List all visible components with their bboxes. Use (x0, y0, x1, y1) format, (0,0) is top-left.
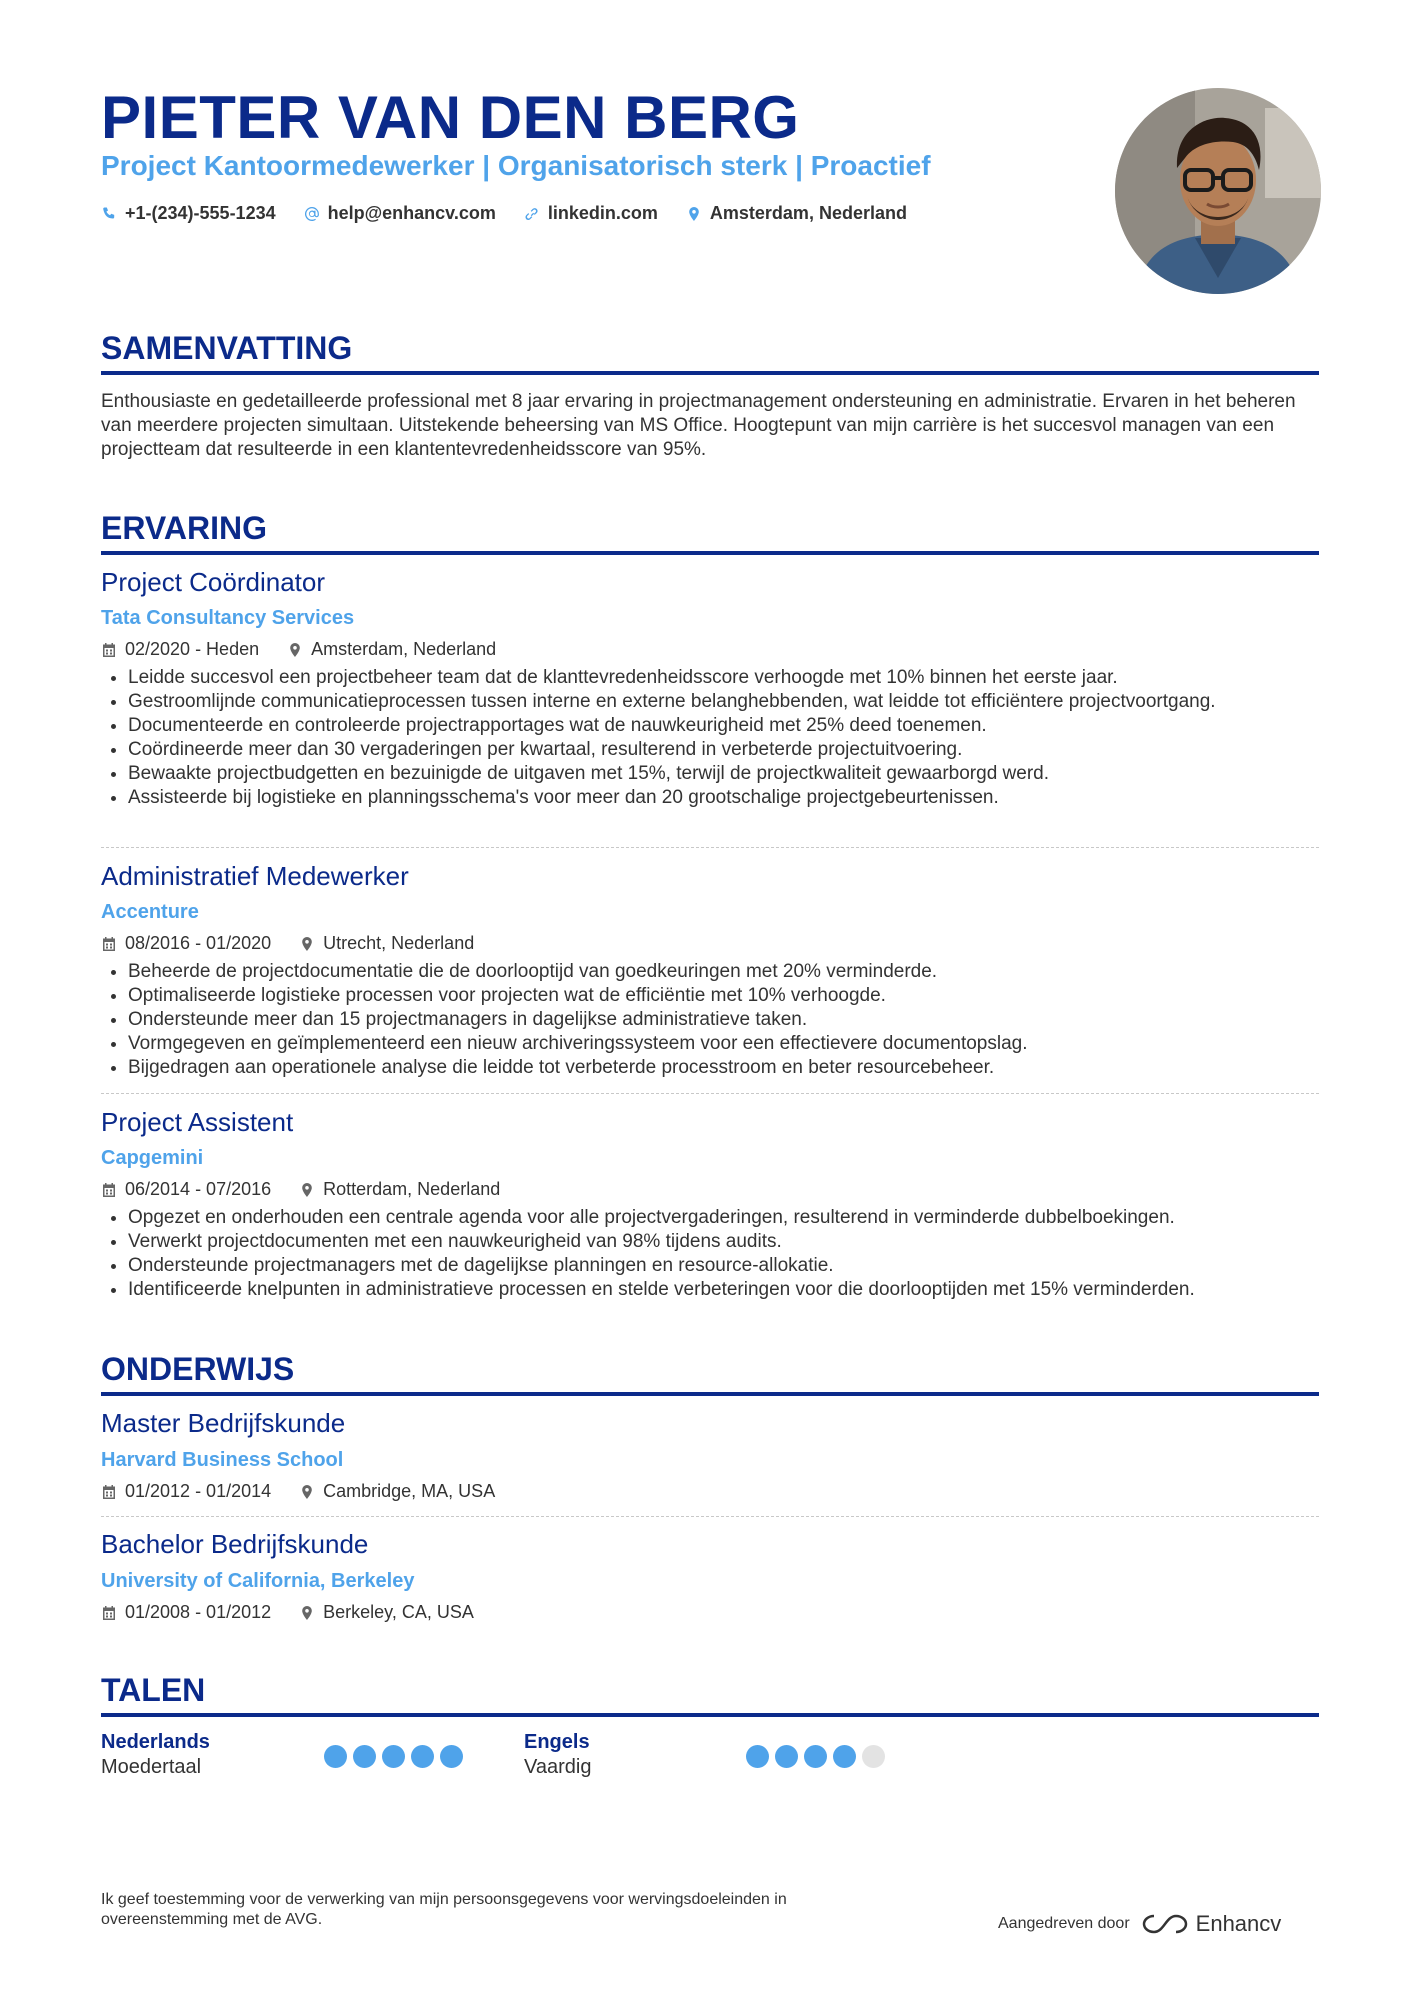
summary-title: SAMENVATTING (101, 330, 353, 366)
job-location (299, 933, 474, 954)
edu-dates (101, 1481, 271, 1502)
job-company: Capgemini (101, 1147, 204, 1169)
language-rating (324, 1745, 463, 1768)
language-level: Vaardig (524, 1756, 592, 1778)
job-divider (101, 847, 1319, 848)
job-dates (101, 933, 271, 954)
summary-text: Enthousiaste en gedetailleerde professional met 8 jaar ervaring in projectmanagement ondersteuning en administratie. Ervaren in het beheren van meerdere projecten simultaan. Uitstekende beheersing van MS Office. Hoogtepunt van mijn carrière is het succesvol managen van een projectteam dat resulteerde in een klantentevredenheidsscore van 95%. (101, 391, 1296, 460)
experience-title: ERVARING (101, 510, 267, 546)
job-bullet: • Documenteerde en controleerde projectrapportages wat de nauwkeurigheid met 25% deed toenemen. (128, 714, 1319, 738)
avatar-illustration (1115, 88, 1321, 294)
job-location-text: Utrecht, Nederland (323, 933, 475, 953)
edu-location-text: Berkeley, CA, USA (323, 1602, 474, 1622)
job-bullet: • Assisteerde bij logistieke en planningsschema's voor meer dan 20 grootschalige projectgebeurtenissen. (128, 786, 1319, 810)
languages-title: TALEN (101, 1672, 206, 1708)
edu-dates (101, 1602, 271, 1623)
rating-dot-filled (746, 1745, 769, 1768)
edu-meta (101, 1602, 502, 1623)
education-rule (101, 1392, 1319, 1396)
language-name: Nederlands (101, 1731, 210, 1753)
edu-dates-text: 01/2008 - 01/2012 (125, 1602, 272, 1622)
rating-dot-filled (411, 1745, 434, 1768)
enhancv-logo-icon (1142, 1912, 1188, 1936)
location-pin-icon (299, 1182, 315, 1198)
job-dates (101, 639, 259, 660)
contact-bar (101, 203, 907, 224)
language-name: Engels (524, 1731, 590, 1753)
edu-location (299, 1602, 474, 1623)
job-bullet: • Verwerkt projectdocumenten met een nauwkeurigheid van 98% tijdens audits. (128, 1230, 1319, 1254)
profile-photo (1115, 88, 1321, 294)
language-level: Moedertaal (101, 1756, 202, 1778)
rating-dot-filled (353, 1745, 376, 1768)
location-pin-icon (299, 936, 315, 952)
job-meta (101, 639, 524, 660)
job-location-text: Rotterdam, Nederland (323, 1179, 501, 1199)
education-title: ONDERWIJS (101, 1351, 295, 1387)
rating-dot-filled (324, 1745, 347, 1768)
linkedin-text: linkedin.com (547, 203, 658, 223)
job-company: Tata Consultancy Services (101, 607, 355, 629)
consent-text: Ik geef toestemming voor de verwerking van mijn persoonsgegevens voor wervingsdoeleinden in overeenstemming met de AVG. (101, 1891, 787, 1928)
edu-dates-text: 01/2012 - 01/2014 (125, 1481, 272, 1501)
rating-dot-filled (382, 1745, 405, 1768)
brand-logo[interactable] (1142, 1911, 1282, 1937)
job-role: Administratief Medewerker (101, 861, 409, 891)
job-bullets (101, 1206, 1319, 1302)
rating-dot-filled (833, 1745, 856, 1768)
job-bullet: • Bewaakte projectbudgetten en bezuinigde de uitgaven met 15%, terwijl de projectkwaliteit gewaarborgd werd. (128, 762, 1319, 786)
at-icon (304, 206, 320, 222)
email-text: help@enhancv.com (327, 203, 496, 223)
calendar-icon (101, 1484, 117, 1500)
contact-location (686, 203, 907, 224)
edu-school: University of California, Berkeley (101, 1570, 415, 1592)
edu-meta (101, 1481, 523, 1502)
job-bullets (101, 960, 1319, 1080)
job-divider (101, 1093, 1319, 1094)
job-bullet: • Ondersteunde projectmanagers met de dagelijkse planningen en resource-allokatie. (128, 1254, 1319, 1278)
job-meta (101, 1179, 528, 1200)
job-bullet: • Leidde succesvol een projectbeheer team dat de klanttevredenheidsscore verhoogde met 10% binnen het eerste jaar. (128, 666, 1319, 690)
rating-dot-filled (804, 1745, 827, 1768)
phone-icon (101, 206, 117, 222)
rating-dot-empty (862, 1745, 885, 1768)
location-text: Amsterdam, Nederland (709, 203, 907, 223)
languages-rule (101, 1713, 1319, 1717)
location-pin-icon (299, 1605, 315, 1621)
rating-dot-filled (440, 1745, 463, 1768)
job-bullet: • Identificeerde knelpunten in administratieve processen en stelde verbeteringen voor die doorlooptijden met 15% verminderden. (128, 1278, 1319, 1302)
rating-dot-filled (775, 1745, 798, 1768)
powered-by-label: Aangedreven door (998, 1915, 1130, 1932)
job-dates-text: 08/2016 - 01/2020 (125, 933, 272, 953)
job-bullet: • Coördineerde meer dan 30 vergaderingen per kwartaal, resulterend in verbeterde projectuitvoering. (128, 738, 1319, 762)
job-role: Project Coördinator (101, 567, 325, 597)
powered-by[interactable] (998, 1911, 1281, 1937)
calendar-icon (101, 642, 117, 658)
job-dates-text: 02/2020 - Heden (125, 639, 260, 659)
job-meta (101, 933, 502, 954)
job-bullet: • Vormgegeven en geïmplementeerd een nieuw archiveringssysteem voor een effectievere documentopslag. (128, 1032, 1319, 1056)
job-bullets (101, 666, 1319, 810)
job-bullet: • Optimaliseerde logistieke processen voor projecten wat de efficiëntie met 10% verhoogde. (128, 984, 1319, 1008)
job-dates (101, 1179, 271, 1200)
location-pin-icon (686, 206, 702, 222)
contact-email[interactable] (304, 203, 496, 224)
phone-text: +1-(234)-555-1234 (125, 203, 276, 223)
job-bullet: • Bijgedragen aan operationele analyse die leidde tot verbeterde processtroom en beter resourcebeheer. (128, 1056, 1319, 1080)
edu-school: Harvard Business School (101, 1449, 344, 1471)
job-role: Project Assistent (101, 1107, 294, 1137)
job-bullet: • Ondersteunde meer dan 15 projectmanagers in dagelijkse administratieve taken. (128, 1008, 1319, 1032)
job-dates-text: 06/2014 - 07/2016 (125, 1179, 272, 1199)
calendar-icon (101, 1605, 117, 1621)
edu-location-text: Cambridge, MA, USA (323, 1481, 496, 1501)
candidate-name: PIETER VAN DEN BERG (101, 84, 800, 151)
experience-rule (101, 551, 1319, 555)
job-company: Accenture (101, 901, 199, 923)
edu-degree: Master Bedrijfskunde (101, 1408, 346, 1438)
contact-linkedin[interactable] (524, 203, 658, 224)
job-bullet: • Beheerde de projectdocumentatie die de doorlooptijd van goedkeuringen met 20% verminderde. (128, 960, 1319, 984)
job-bullet: • Opgezet en onderhouden een centrale agenda voor alle projectvergaderingen, resulterend in verminderde dubbelboekingen. (128, 1206, 1319, 1230)
candidate-headline: Project Kantoormedewerker | Organisatorisch sterk | Proactief (101, 150, 931, 181)
contact-phone[interactable] (101, 203, 276, 224)
job-location (299, 1179, 500, 1200)
job-location-text: Amsterdam, Nederland (311, 639, 497, 659)
location-pin-icon (299, 1484, 315, 1500)
brand-name: Enhancv (1195, 1911, 1282, 1936)
calendar-icon (101, 936, 117, 952)
edu-divider (101, 1516, 1319, 1517)
calendar-icon (101, 1182, 117, 1198)
summary-rule (101, 371, 1319, 375)
edu-degree: Bachelor Bedrijfskunde (101, 1529, 369, 1559)
location-pin-icon (287, 642, 303, 658)
job-bullet: • Gestroomlijnde communicatieprocessen tussen interne en externe belanghebbenden, wat leidde tot efficiëntere projectvoortgang. (128, 690, 1319, 714)
job-location (287, 639, 496, 660)
link-icon (524, 206, 540, 222)
language-rating (746, 1745, 885, 1768)
edu-location (299, 1481, 495, 1502)
